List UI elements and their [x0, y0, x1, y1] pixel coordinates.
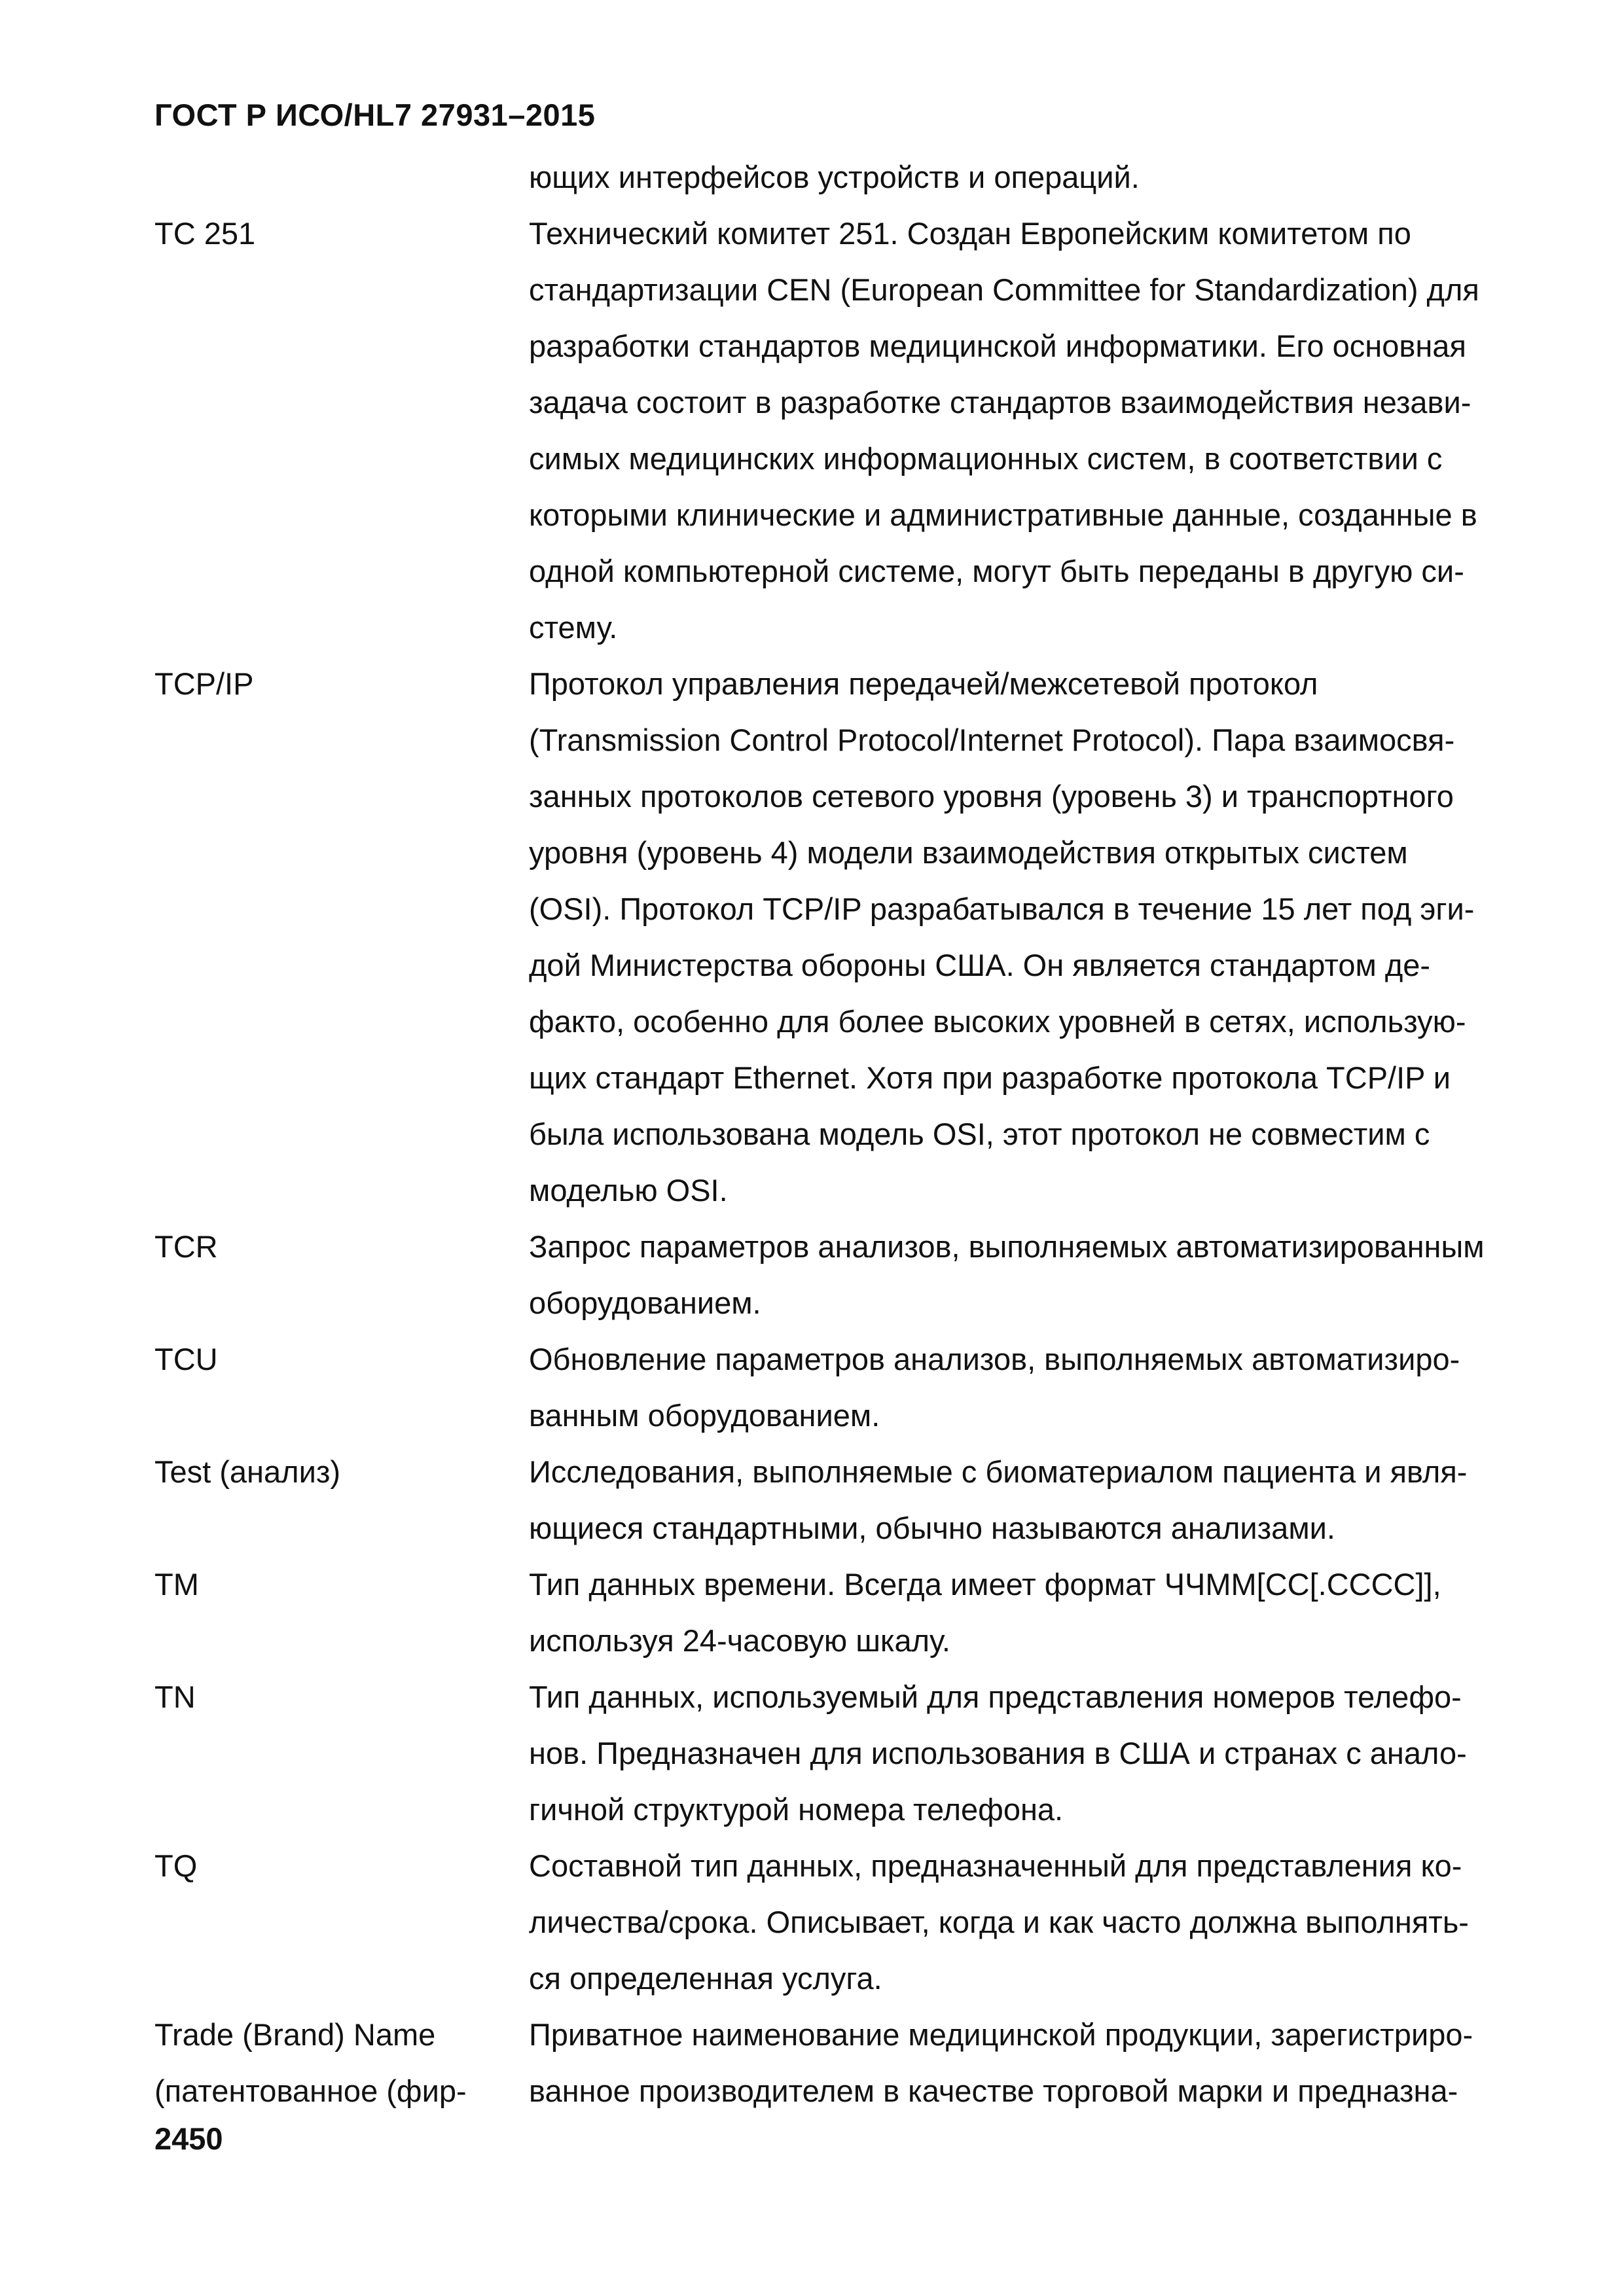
glossary-term [154, 2007, 529, 2119]
definition-line: используя 24-часовую шкалу. [529, 1623, 950, 1658]
glossary-term [154, 1556, 529, 1613]
definition-line: Исследования, выполняемые с биоматериалом пациента и явля- [529, 1454, 1468, 1489]
definition-line: моделью OSI. [529, 1173, 728, 1208]
definition-line: ванное производителем в качестве торговой марки и предназна- [529, 2073, 1458, 2108]
definition-line: разработки стандартов медицинской информатики. Его основная [529, 329, 1466, 363]
term-line: TM [154, 1567, 199, 1602]
term-line: TQ [154, 1848, 198, 1883]
definition-line: ванным оборудованием. [529, 1398, 880, 1433]
glossary-entry [154, 1669, 1555, 1838]
glossary-entry [154, 1219, 1555, 1331]
definition-line: уровня (уровень 4) модели взаимодействия открытых систем [529, 835, 1408, 870]
definition-line: (OSI). Протокол TCP/IP разрабатывался в течение 15 лет под эги- [529, 891, 1475, 926]
definition-line: оборудованием. [529, 1285, 761, 1320]
term-line: TN [154, 1679, 196, 1714]
glossary-definition [529, 656, 1555, 1219]
glossary-definition [529, 1331, 1555, 1444]
definition-line: ющиеся стандартными, обычно называются анализами. [529, 1511, 1335, 1545]
glossary-entry [154, 656, 1555, 1219]
glossary-entry [154, 1444, 1555, 1556]
glossary-entry [154, 1331, 1555, 1444]
term-line: TCR [154, 1229, 218, 1264]
glossary-definition [529, 149, 1555, 206]
glossary-entry [154, 2007, 1555, 2119]
glossary-entry [154, 206, 1555, 656]
definition-line: одной компьютерной системе, могут быть переданы в другую си- [529, 554, 1464, 588]
definition-line: щих стандарт Ethernet. Хотя при разработке протокола TCP/IP и [529, 1060, 1451, 1095]
definition-line: Протокол управления передачей/межсетевой протокол [529, 666, 1318, 701]
definition-line: гичной структурой номера телефона. [529, 1792, 1064, 1827]
definition-line: дой Министерства обороны США. Он является стандартом де- [529, 948, 1431, 982]
term-line: (патентованное (фир- [154, 2073, 467, 2108]
glossary-definition [529, 1219, 1555, 1331]
glossary-definition [529, 1669, 1555, 1838]
definition-line: (Transmission Control Protocol/Internet Protocol). Пара взаимосвя- [529, 723, 1455, 757]
glossary-definition [529, 206, 1555, 656]
definition-line: Составной тип данных, предназначенный для представления ко- [529, 1848, 1462, 1883]
glossary-definition [529, 2007, 1555, 2119]
definition-line: Технический комитет 251. Создан Европейским комитетом по [529, 216, 1411, 251]
definition-line: которыми клинические и административные данные, созданные в [529, 497, 1477, 532]
definition-line: факто, особенно для более высоких уровней в сетях, использую- [529, 1004, 1466, 1039]
definition-line: Обновление параметров анализов, выполняемых автоматизиро- [529, 1342, 1460, 1376]
term-line: TCU [154, 1342, 218, 1376]
glossary-term [154, 1669, 529, 1725]
definition-line: ся определенная услуга. [529, 1961, 882, 1996]
glossary-term [154, 206, 529, 262]
term-line: TC 251 [154, 216, 256, 251]
definition-line: стандартизации CEN (European Committee for Standardization) для [529, 272, 1479, 307]
definition-line: задача состоит в разработке стандартов взаимодействия незави- [529, 385, 1471, 420]
definition-line: личества/срока. Описывает, когда и как часто должна выполнять- [529, 1905, 1469, 1939]
glossary-entry [154, 1838, 1555, 2007]
glossary-list [154, 149, 1555, 2119]
definition-line: Приватное наименование медицинской продукции, зарегистриро- [529, 2017, 1473, 2052]
term-line: Trade (Brand) Name [154, 2017, 436, 2052]
definition-line: занных протоколов сетевого уровня (уровень 3) и транспортного [529, 779, 1454, 814]
definition-line: была использована модель OSI, этот протокол не совместим с [529, 1117, 1430, 1151]
glossary-term [154, 1331, 529, 1388]
glossary-term [154, 1838, 529, 1894]
glossary-definition [529, 1556, 1555, 1669]
term-line: Test (анализ) [154, 1454, 341, 1489]
definition-line: симых медицинских информационных систем, в соответствии с [529, 441, 1443, 476]
definition-line: Тип данных, используемый для представления номеров телефо- [529, 1679, 1462, 1714]
glossary-term [154, 656, 529, 712]
glossary-entry [154, 149, 1555, 206]
page-number: 2450 [154, 2121, 223, 2156]
definition-line: ющих интерфейсов устройств и операций. [529, 160, 1140, 194]
glossary-term [154, 1444, 529, 1500]
glossary-entry [154, 1556, 1555, 1669]
glossary-definition [529, 1838, 1555, 2007]
document-header: ГОСТ Р ИСО/HL7 27931–2015 [154, 98, 596, 132]
term-line: TCP/IP [154, 666, 254, 701]
definition-line: стему. [529, 610, 618, 645]
glossary-term [154, 1219, 529, 1275]
glossary-definition [529, 1444, 1555, 1556]
definition-line: Запрос параметров анализов, выполняемых автоматизированным [529, 1229, 1485, 1264]
definition-line: нов. Предназначен для использования в США и странах с анало- [529, 1736, 1467, 1770]
definition-line: Тип данных времени. Всегда имеет формат ЧЧММ[СС[.СССС]], [529, 1567, 1441, 1602]
